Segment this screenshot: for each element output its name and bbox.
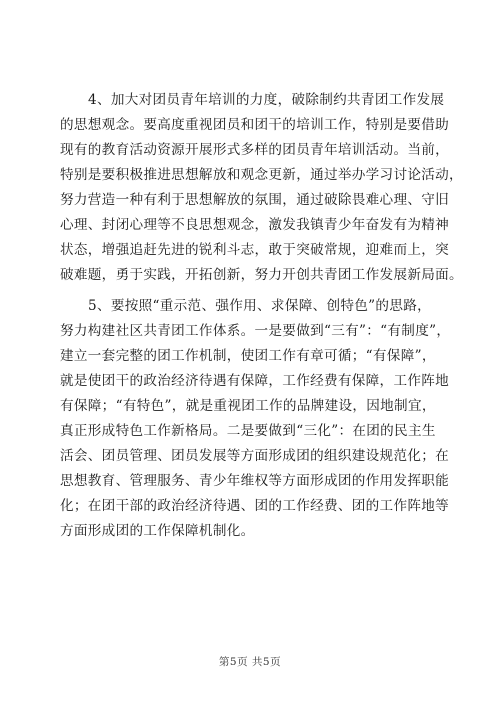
text-line: 的思想观念。要高度重视团员和团干的培训工作，特别是要借助 (60, 117, 450, 133)
text-line: 5、要按照“重示范、强作用、求保障、创特色”的思路， (88, 298, 432, 314)
text-line: 方面形成团的工作保障机制化。 (60, 523, 255, 539)
text-line: 思想教育、管理服务、青少年维权等方面形成团的作用发挥职能 (60, 473, 450, 489)
text-line: 化；在团干部的政治经济待遇、团的工作经费、团的工作阵地等 (60, 498, 450, 514)
document-body (60, 88, 463, 544)
text-line: 4、加大对团员青年培训的力度，破除制约共青团工作发展 (88, 92, 445, 108)
text-line: 努力营造一种有利于思想解放的氛围，通过破除畏难心理、守旧 (60, 192, 450, 208)
paragraph-5 (60, 294, 451, 544)
text-line: 破难题，勇于实践，开拓创新，努力开创共青团工作发展新局面。 (60, 267, 463, 283)
text-line: 努力构建社区共青团工作体系。一是要做到“三有”：“有制度”， (60, 323, 451, 339)
text-line: 建立一套完整的团工作机制，使团工作有章可循；“有保障”， (60, 348, 436, 364)
text-line: 心理、封闭心理等不良思想观念，激发我镇青少年奋发有为精神 (60, 217, 450, 233)
text-line: 活会、团员管理、团员发展等方面形成团的组织建设规范化；在 (60, 448, 450, 464)
text-line: 现有的教育活动资源开展形式多样的团员青年培训活动。当前， (60, 142, 450, 158)
text-line: 真正形成特色工作新格局。二是要做到“三化”：在团的民主生 (60, 423, 436, 439)
text-line: 就是使团干的政治经济待遇有保障，工作经费有保障，工作阵地 (60, 373, 450, 389)
text-line: 有保障；“有特色”，就是重视团工作的品牌建设，因地制宜， (60, 398, 436, 414)
text-line: 状态，增强追赶先进的锐利斗志，敢于突破常规，迎难而上，突 (60, 242, 450, 258)
text-line: 特别是要积极推进思想解放和观念更新，通过举办学习讨论活动， (60, 167, 463, 183)
page-number-footer: 第5页 共5页 (218, 656, 282, 668)
paragraph-4 (60, 88, 463, 288)
